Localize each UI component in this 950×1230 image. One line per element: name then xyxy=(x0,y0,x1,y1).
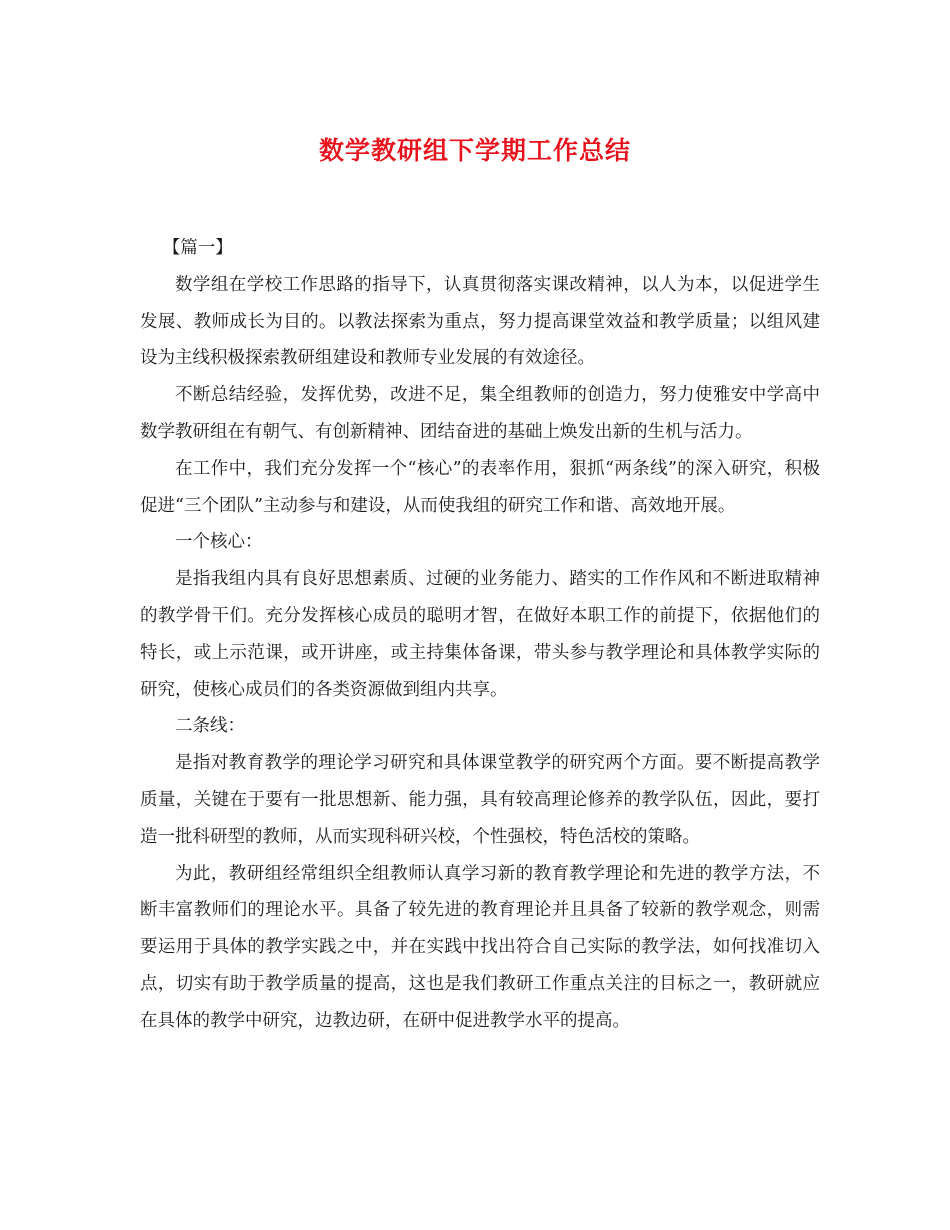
paragraph-one-core: 是指我组内具有良好思想素质、过硬的业务能力、踏实的工作作风和不断进取精神的教学骨干们。充分发挥核心成员的聪明才智，在做好本职工作的前提下，依据他们的特长，或上示范课，或开讲座，或主持集体备课，带头参与教学理论和具体教学实际的研究，使核心成员们的各类资源做到组内共享。 xyxy=(140,569,820,700)
paragraph-experience: 不断总结经验，发挥优势，改进不足，集全组教师的创造力，努力使雅安中学高中数学教研组在有朝气、有创新精神、团结奋进的基础上焕发出新的生机与活力。 xyxy=(140,385,820,442)
subheading-one-core: 一个核心： xyxy=(175,532,263,553)
section-heading: 【篇一】 xyxy=(162,238,233,258)
paragraph-two-lines: 是指对教育教学的理论学习研究和具体课堂教学的研究两个方面。要不断提高教学质量，关键在于要有一批思想新、能力强，具有较高理论修养的教学队伍，因此，要打造一批科研型的教师，从而实现科研兴校，个性强校，特色活校的策略。 xyxy=(140,753,820,847)
paragraph-study-methods: 为此，教研组经常组织全组教师认真学习新的教育教学理论和先进的教学方法，不断丰富教师们的理论水平。具备了较先进的教育理论并且具备了较新的教学观念，则需要运用于具体的教学实践之中，并在实践中找出符合自己实际的教学法，如何找准切入点，切实有助于教学质量的提高，这也是我们教研工作重点关注的目标之一，教研就应在具体的教学中研究，边教边研，在研中促进教学水平的提高。 xyxy=(140,863,820,1031)
document-title: 数学教研组下学期工作总结 xyxy=(318,136,631,165)
subheading-two-lines: 二条线： xyxy=(175,716,245,737)
paragraph-intro: 数学组在学校工作思路的指导下，认真贯彻落实课改精神，以人为本，以促进学生发展、教师成长为目的。以教法探索为重点，努力提高课堂效益和教学质量；以组风建设为主线积极探索教研组建设和教师专业发展的有效途径。 xyxy=(140,274,820,369)
paragraph-work-overview: 在工作中，我们充分发挥一个“核心”的表率作用，狠抓“两条线”的深入研究，积极促进“三个团队”主动参与和建设，从而使我组的研究工作和谐、高效地开展。 xyxy=(140,458,820,516)
document-body xyxy=(140,230,820,1040)
